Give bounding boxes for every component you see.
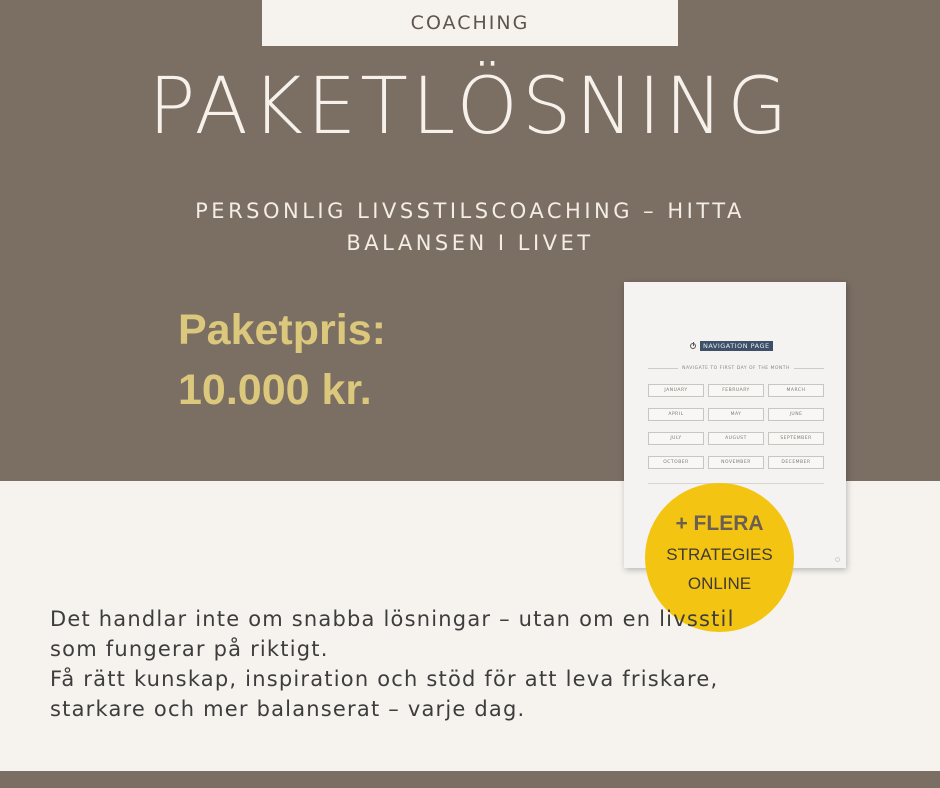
month-button: NOVEMBER <box>708 456 764 469</box>
month-button: DECEMBER <box>768 456 824 469</box>
month-button: FEBRUARY <box>708 384 764 397</box>
badge-main-text: + FLERA <box>675 512 764 535</box>
preview-title: NAVIGATION PAGE <box>700 341 773 351</box>
price-value: 10.000 kr. <box>178 366 372 414</box>
subtitle-line: BALANSEN I LIVET <box>346 231 594 255</box>
description-line: Få rätt kunskap, inspiration och stöd för att leva friskare, <box>50 667 719 691</box>
page-title: PAKETLÖSNING <box>148 62 792 152</box>
month-grid <box>648 384 824 469</box>
divider <box>648 483 824 484</box>
month-button: JULY <box>648 432 704 445</box>
category-tag-label: COACHING <box>410 12 530 34</box>
month-button: JUNE <box>768 408 824 421</box>
month-button: MAY <box>708 408 764 421</box>
description-line: som fungerar på riktigt. <box>50 637 329 661</box>
divider <box>794 368 824 369</box>
subtitle <box>120 195 820 259</box>
badge-line: STRATEGIES <box>666 545 773 564</box>
description <box>50 604 890 724</box>
description-line: Det handlar inte om snabba lösningar – utan om en livsstil <box>50 607 735 631</box>
month-button: OCTOBER <box>648 456 704 469</box>
bottom-band <box>0 771 940 788</box>
month-button: JANUARY <box>648 384 704 397</box>
preview-subtitle <box>648 366 824 371</box>
category-tag <box>262 0 678 46</box>
month-button: SEPTEMBER <box>768 432 824 445</box>
badge-line: ONLINE <box>687 574 752 593</box>
month-button: APRIL <box>648 408 704 421</box>
month-button: MARCH <box>768 384 824 397</box>
price-label: Paketpris: <box>178 306 386 354</box>
circle-icon <box>835 557 840 562</box>
month-button: AUGUST <box>708 432 764 445</box>
preview-subtitle-text: NAVIGATE TO FIRST DAY OF THE MONTH <box>682 366 790 371</box>
divider <box>648 368 678 369</box>
description-line: starkare och mer balanserat – varje dag. <box>50 697 526 721</box>
power-icon <box>690 343 696 349</box>
preview-header <box>690 341 773 351</box>
subtitle-line: PERSONLIG LIVSSTILSCOACHING – HITTA <box>195 199 745 223</box>
